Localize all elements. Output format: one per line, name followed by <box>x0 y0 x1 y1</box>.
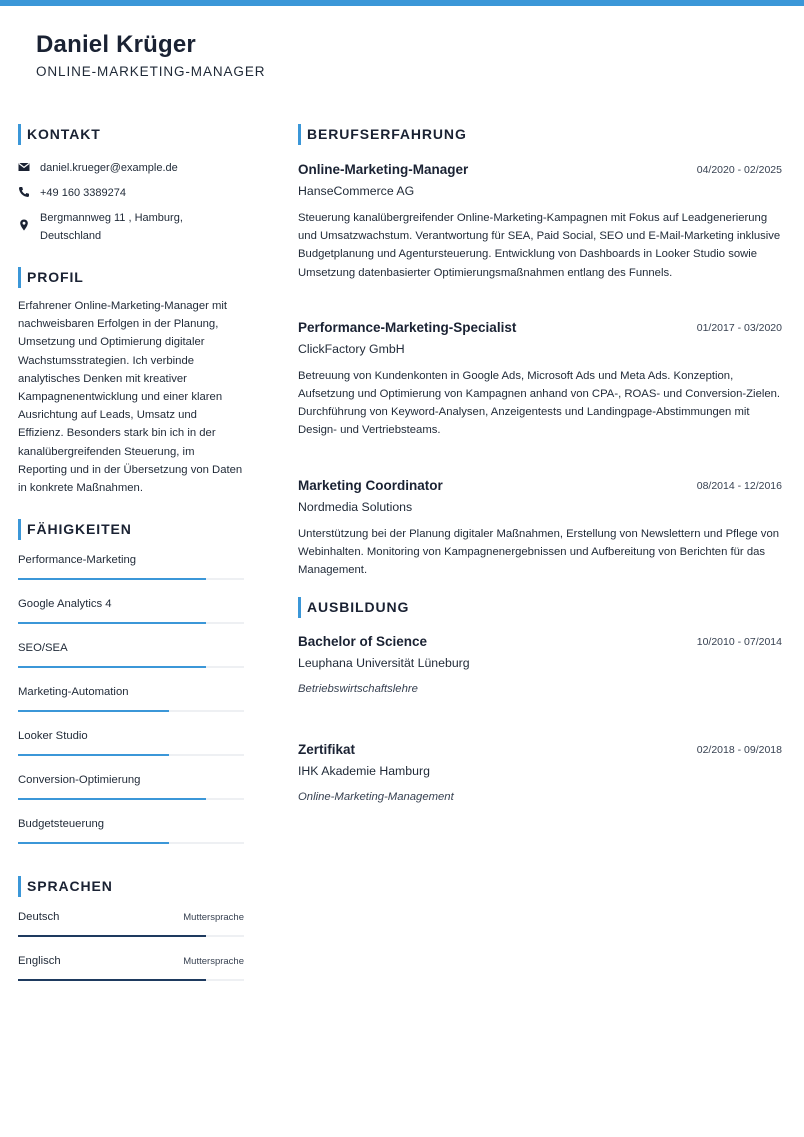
experience-company: ClickFactory GmbH <box>298 341 405 356</box>
skill-bar <box>18 578 244 580</box>
language-bar <box>18 979 244 981</box>
skill-item <box>18 816 244 860</box>
education-field: Betriebswirtschaftslehre <box>298 683 418 696</box>
language-level: Muttersprache <box>183 956 244 968</box>
skill-bar-fill <box>18 710 169 712</box>
contact-address <box>18 209 244 245</box>
education-degree: Zertifikat <box>298 742 356 758</box>
profile-section-title: PROFIL <box>18 267 244 288</box>
experience-entry <box>298 477 782 580</box>
skill-bar <box>18 798 244 800</box>
skill-label: Budgetsteuerung <box>18 818 105 831</box>
skill-bar-fill <box>18 842 169 844</box>
experience-date: 01/2017 - 03/2020 <box>696 321 782 334</box>
skill-item <box>18 772 244 816</box>
skill-bar <box>18 710 244 712</box>
experience-description: Steuerung kanalübergreifender Online-Marketing-Kampagnen mit Fokus auf Leadgenerierung und Umsatzwachstum. Verantwortung für SEA, Paid Social, SEO und E-Mail-Marketing inklusive Budgetplanung und Agentursteuerung. Entwicklung von Dashboards in Looker Studio sowie Umsetzung datenbasierter Optimierungsmaßnahmen entlang des Funnels. <box>298 212 781 279</box>
skill-item <box>18 596 244 640</box>
skill-label: Looker Studio <box>18 730 88 743</box>
skill-item <box>18 640 244 684</box>
skill-label: Conversion-Optimierung <box>18 774 141 787</box>
education-entry <box>298 633 782 697</box>
experience-entry <box>298 319 782 440</box>
skill-label: Marketing-Automation <box>18 686 129 699</box>
language-label: Englisch <box>18 955 61 968</box>
email-text: daniel.krueger@example.de <box>40 162 178 174</box>
right-column <box>298 124 782 805</box>
education-field: Online-Marketing-Management <box>298 791 454 804</box>
language-label: Deutsch <box>18 911 60 924</box>
skills-list <box>18 552 244 860</box>
education-date: 02/2018 - 09/2018 <box>696 744 782 757</box>
experience-title: Performance-Marketing-Specialist <box>298 319 517 335</box>
address-line-1: Bergmannweg 11 , Hamburg, <box>40 212 183 224</box>
skill-bar <box>18 622 244 624</box>
skill-item <box>18 728 244 772</box>
language-bar <box>18 935 244 937</box>
experience-description: Betreuung von Kundenkonten in Google Ads, Microsoft Ads und Meta Ads. Konzeption, Aufsetzung und Optimierung von Kampagnen anhand von CPA-, ROAS- und Conversion-Zielen. Durchführung von Keyword-Analysen, Anzeigentests und Landingpage-Abstimmungen mit Design- und Vertriebsteams. <box>298 369 781 437</box>
education-institution: Leuphana Universität Lüneburg <box>298 656 470 671</box>
experience-company: HanseCommerce AG <box>298 184 415 198</box>
experience-entry <box>298 161 782 282</box>
language-bar-fill <box>18 979 206 981</box>
left-column <box>18 124 244 997</box>
contact-phone <box>18 184 244 202</box>
skill-bar-fill <box>18 666 206 668</box>
skill-label: SEO/SEA <box>18 642 68 655</box>
experience-company: Nordmedia Solutions <box>298 499 413 514</box>
accent-bar <box>0 0 804 6</box>
address-line-2: Deutschland <box>40 230 102 242</box>
education-date: 10/2010 - 07/2014 <box>696 636 782 649</box>
contact-section-title: KONTAKT <box>18 124 244 145</box>
location-pin-icon <box>18 219 32 233</box>
education-degree: Bachelor of Science <box>298 634 428 650</box>
resume-header <box>36 30 265 79</box>
language-item <box>18 909 244 953</box>
experience-title: Marketing Coordinator <box>298 477 443 493</box>
phone-icon <box>18 186 32 200</box>
skill-item <box>18 684 244 728</box>
language-bar-fill <box>18 935 206 937</box>
experience-section-title: BERUFSERFAHRUNG <box>298 124 782 145</box>
skill-bar <box>18 842 244 844</box>
education-institution: IHK Akademie Hamburg <box>298 764 430 779</box>
skill-bar-fill <box>18 578 206 580</box>
skills-section-title: FÄHIGKEITEN <box>18 519 244 540</box>
languages-section-title: SPRACHEN <box>18 876 244 897</box>
education-section-title: AUSBILDUNG <box>298 597 782 618</box>
skill-item <box>18 552 244 596</box>
mail-icon <box>18 161 32 175</box>
skill-bar <box>18 754 244 756</box>
experience-description: Unterstützung bei der Planung digitaler Maßnahmen, Erstellung von Newslettern und Pflege von Webinhalten. Monitoring von Kampagnenergebnissen und Aufbereitung von Berichten für das Management. <box>298 527 780 577</box>
experience-title: Online-Marketing-Manager <box>298 162 469 177</box>
experience-date: 04/2020 - 02/2025 <box>696 164 782 176</box>
profile-text: Erfahrener Online-Marketing-Manager mit nachweisbaren Erfolgen in der Planung, Umsetzung und Optimierung digitaler Wachstumsstrategien. Ich verbinde analytisches Denken mit kreativer Kampagnenentwicklung und einer klaren Ausrichtung auf Leads, Umsatz und Effizienz. Besonders stark bin ich in der kanalübergreifenden Steuerung, im Reporting und in der Übersetzung von Daten in konkrete Maßnahmen. <box>18 300 243 495</box>
skill-bar-fill <box>18 754 169 756</box>
contact-email <box>18 159 244 177</box>
phone-text: +49 160 3389274 <box>40 187 126 199</box>
person-name: Daniel Krüger <box>36 31 196 58</box>
job-title: ONLINE-MARKETING-MANAGER <box>36 64 266 79</box>
skill-bar-fill <box>18 622 206 624</box>
education-entry <box>298 741 782 805</box>
language-item <box>18 953 244 997</box>
skill-bar <box>18 666 244 668</box>
skill-bar-fill <box>18 798 206 800</box>
skill-label: Performance-Marketing <box>18 554 137 567</box>
language-level: Muttersprache <box>183 912 244 924</box>
languages-list <box>18 909 244 997</box>
experience-date: 08/2014 - 12/2016 <box>696 479 782 492</box>
skill-label: Google Analytics 4 <box>18 598 112 611</box>
